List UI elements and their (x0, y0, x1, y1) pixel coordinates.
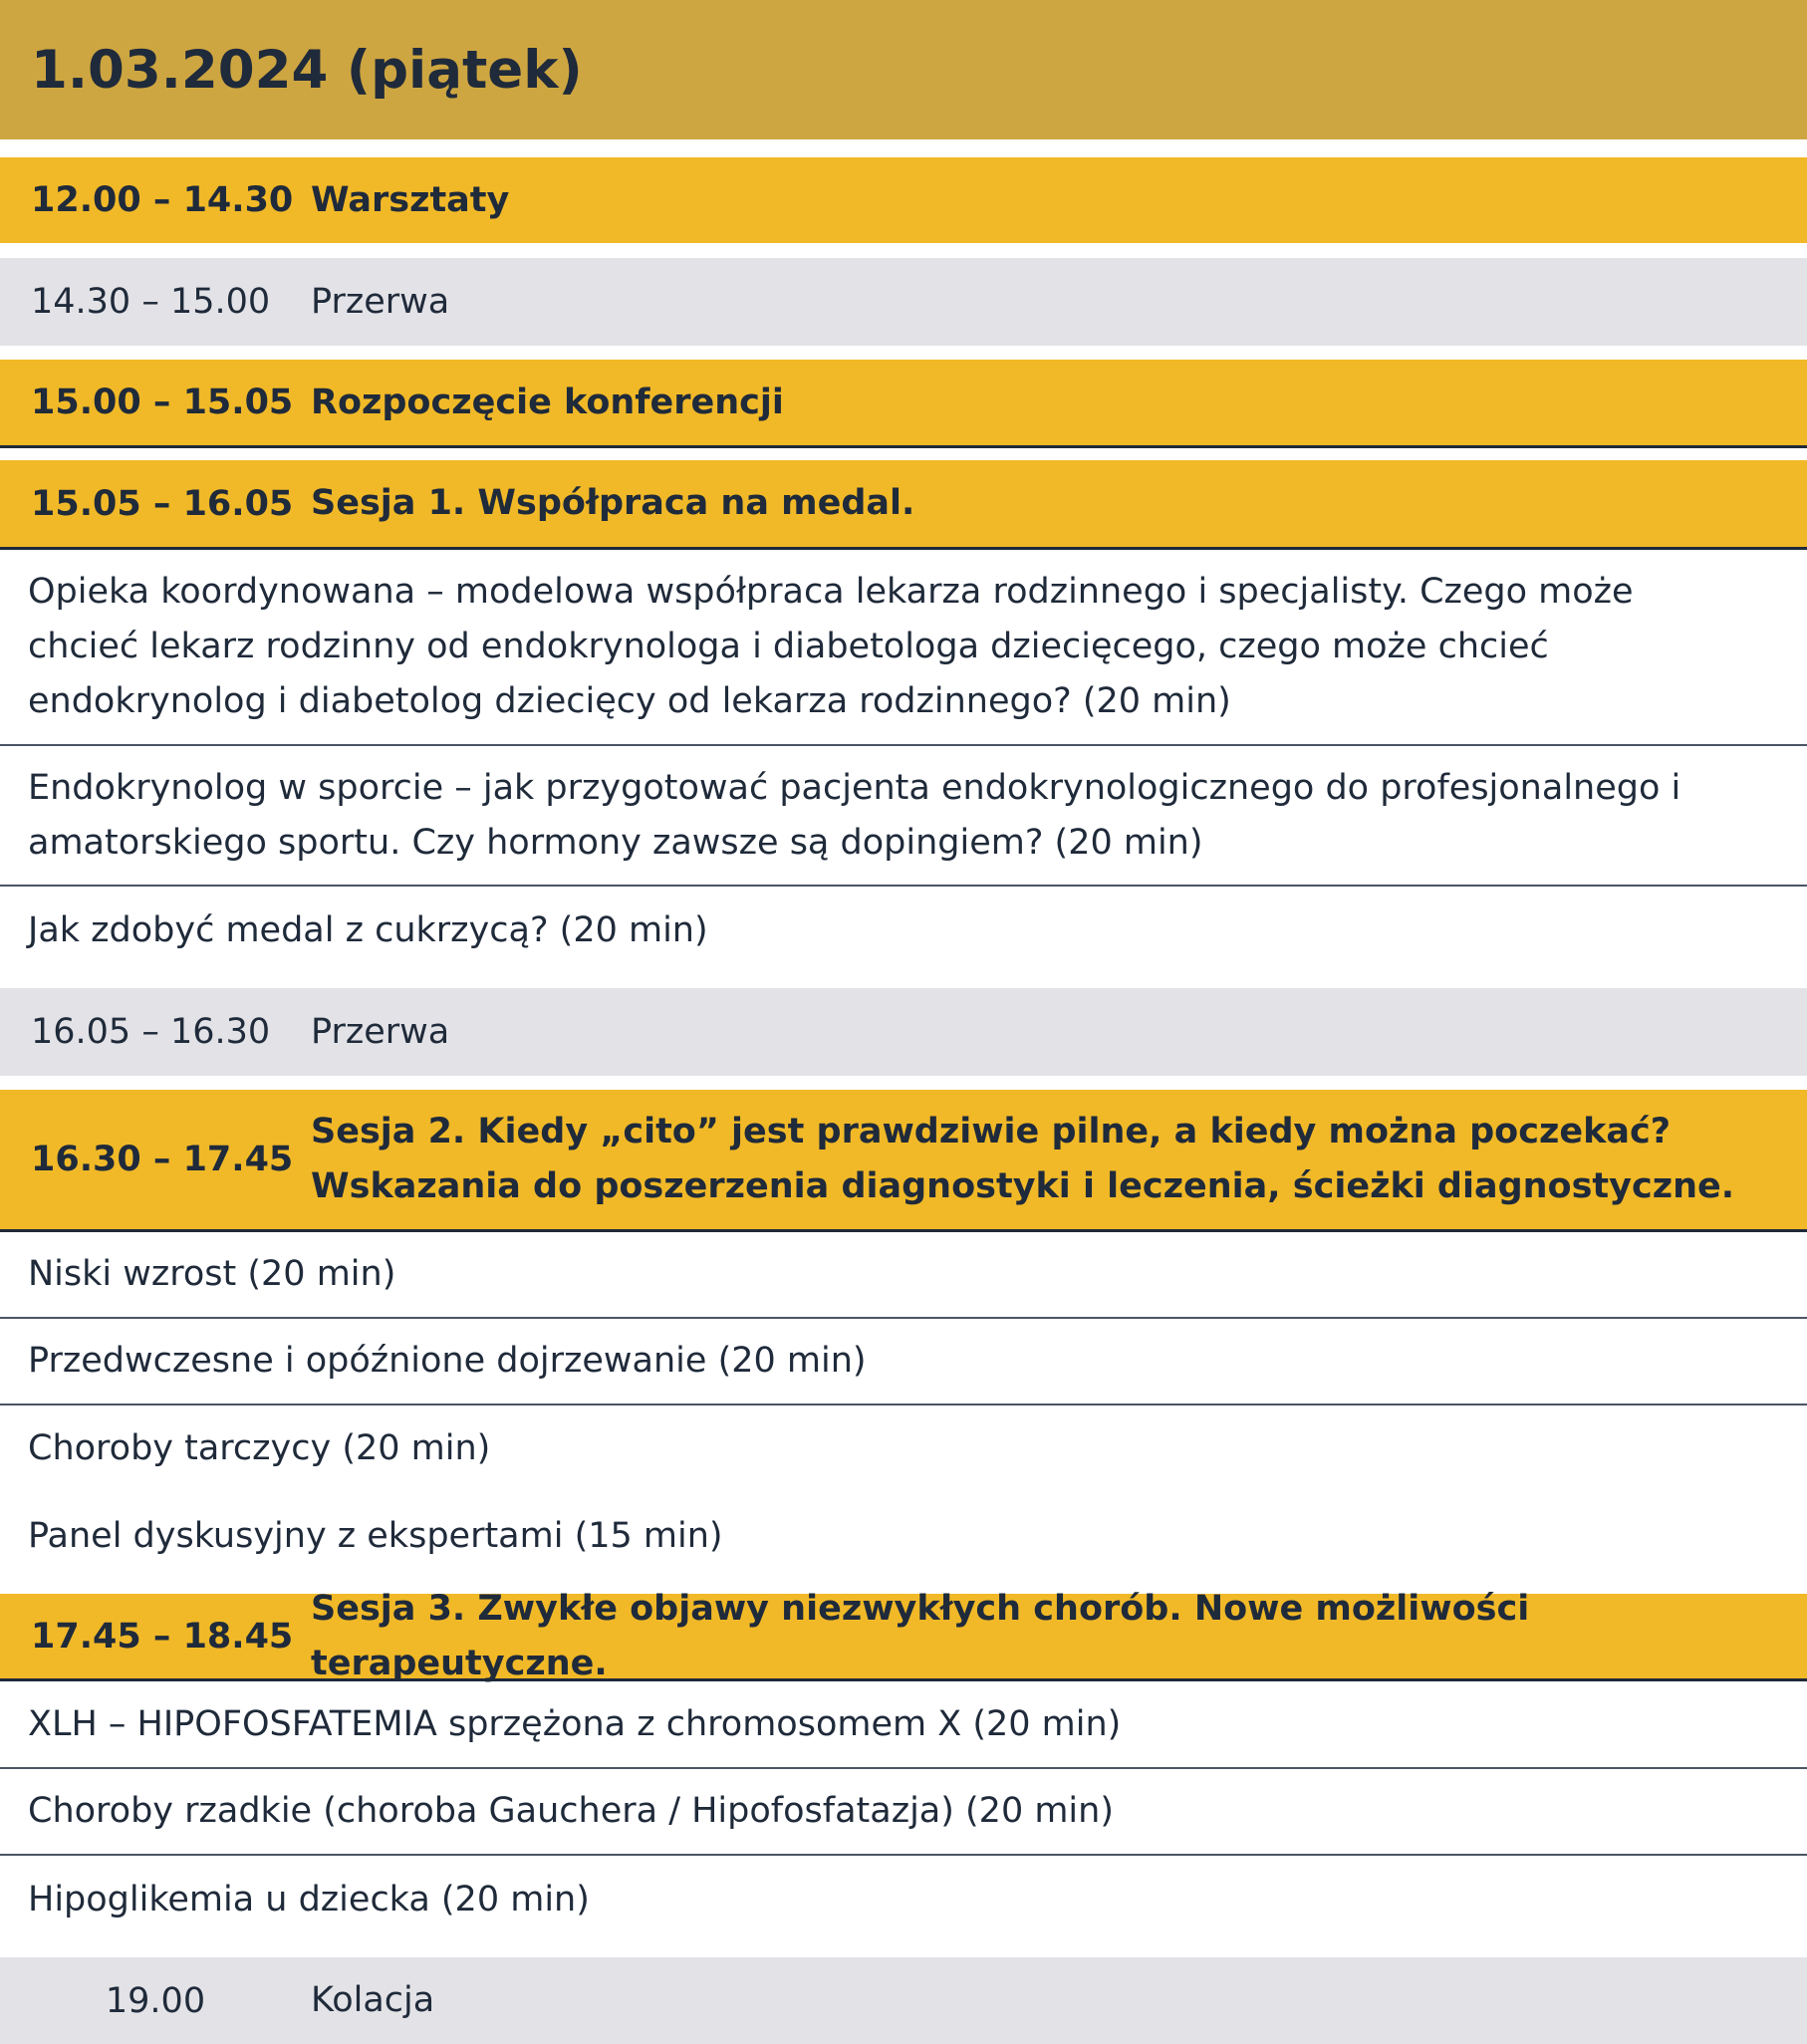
row-title: Warsztaty (311, 179, 510, 220)
agenda-row-session-3 (0, 1588, 1807, 1683)
talk-item: Przedwczesne i opóźnione dojrzewanie (20 min) (0, 1319, 1807, 1405)
row-title: Sesja 1. Współpraca na medal. (311, 483, 915, 523)
row-time: 12.00 – 14.30 (31, 180, 294, 220)
talk-item: Endokrynolog w sporcie – jak przygotować pacjenta endokrynologicznego do profesjonalnego i amatorskiego sportu. Czy hormony zawsze są dopingiem? (20 min) (0, 746, 1807, 887)
row-time: 19.00 (105, 1980, 206, 2021)
row-time: 15.05 – 16.05 (31, 483, 294, 524)
row-time: 17.45 – 18.45 (31, 1616, 294, 1657)
row-title: Przerwa (311, 1011, 450, 1052)
agenda-row-session-2 (0, 1090, 1807, 1232)
agenda-row-session-1 (0, 460, 1807, 550)
talk-item: Panel dyskusyjny z ekspertami (15 min) (28, 1515, 723, 1556)
row-title: Przerwa (311, 281, 450, 322)
talk-item: Hipoglikemia u dziecka (20 min) (28, 1879, 590, 1919)
agenda-row-workshops (0, 157, 1807, 243)
row-time: 14.30 – 15.00 (31, 282, 271, 322)
day-header: 1.03.2024 (piątek) (0, 0, 1807, 139)
talk-item: Choroby tarczycy (20 min) (28, 1428, 491, 1468)
agenda-row-break (0, 988, 1807, 1076)
talk-item: Niski wzrost (20 min) (0, 1232, 1807, 1319)
row-time: 16.05 – 16.30 (31, 1012, 271, 1052)
row-title: Sesja 2. Kiedy „cito” jest prawdziwie pilne, a kiedy można poczekać? Wskazania do poszerzenia diagnostyki i leczenia, ścieżki diagnostyczne. (311, 1112, 1735, 1206)
talk-item: XLH – HIPOFOSFATEMIA sprzężona z chromosomem X (20 min) (0, 1681, 1807, 1769)
talk-item: Jak zdobyć medal z cukrzycą? (20 min) (28, 909, 708, 950)
row-title: Rozpoczęcie konferencji (311, 382, 784, 422)
agenda-row-opening (0, 360, 1807, 448)
row-time: 15.00 – 15.05 (31, 383, 294, 422)
talk-item: Opieka koordynowana – modelowa współpraca lekarza rodzinnego i specjalisty. Czego może chcieć lekarz rodzinny od endokrynologa i diabetologa dziecięcego, czego może chcieć endokrynolog i diabetolog dziecięcy od lekarza rodzinnego? (20 min) (0, 550, 1807, 746)
agenda-row-break (0, 258, 1807, 346)
row-title: Sesja 3. Zwykłe objawy niezwykłych chorób. Nowe możliwości terapeutyczne. (311, 1588, 1530, 1683)
agenda-row-dinner (0, 1957, 1807, 2044)
row-time: 16.30 – 17.45 (31, 1140, 294, 1179)
talk-item: Choroby rzadkie (choroba Gauchera / Hipofosfatazja) (20 min) (0, 1769, 1807, 1856)
row-title: Kolacja (311, 1980, 435, 2020)
